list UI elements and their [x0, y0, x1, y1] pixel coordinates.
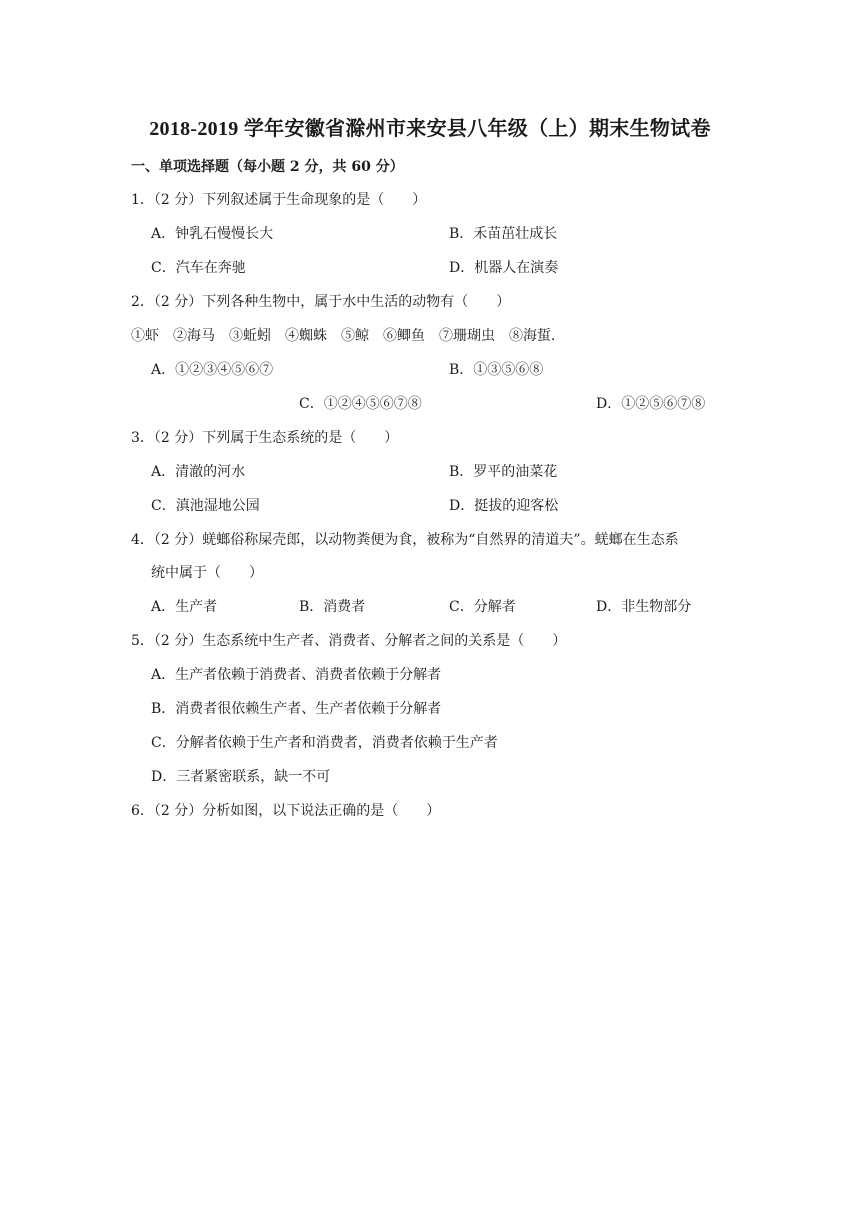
question-4-stem-line-1: 4．（2 分）蜣螂俗称屎壳郎，以动物粪便为食，被称为“自然界的清道夫”。蜣螂在生态系: [131, 532, 679, 548]
question-5-option-c: C．分解者依赖于生产者和消费者，消费者依赖于生产者: [151, 735, 498, 751]
question-6-stem: 6．（2 分）分析如图，以下说法正确的是（ ）: [131, 803, 441, 819]
question-3-option-a: A．清澈的河水: [151, 464, 246, 480]
question-4-option-b: B．消费者: [299, 599, 366, 615]
question-1-option-a: A．钟乳石慢慢长大: [151, 226, 274, 242]
question-2-option-a: A．①②③④⑤⑥⑦: [151, 362, 274, 378]
question-3-option-d: D．挺拔的迎客松: [449, 498, 559, 514]
question-5-option-b: B．消费者很依赖生产者、生产者依赖于分解者: [151, 701, 442, 717]
question-4-option-d: D．非生物部分: [596, 599, 692, 615]
question-4-option-c: C．分解者: [449, 599, 516, 615]
question-1-option-d: D．机器人在演奏: [449, 260, 559, 276]
question-2-stem: 2．（2 分）下列各种生物中，属于水中生活的动物有（ ）: [131, 294, 511, 310]
question-1-option-b: B．禾苗茁壮成长: [449, 226, 558, 242]
question-5-option-a: A．生产者依赖于消费者、消费者依赖于分解者: [151, 667, 442, 683]
question-2-option-c: C．①②④⑤⑥⑦⑧: [299, 396, 422, 412]
question-4-option-a: A．生产者: [151, 599, 218, 615]
question-5-stem: 5．（2 分）生态系统中生产者、消费者、分解者之间的关系是（ ）: [131, 633, 567, 649]
question-3-option-c: C．滇池湿地公园: [151, 498, 260, 514]
question-1-option-c: C．汽车在奔驰: [151, 260, 246, 276]
question-3-option-b: B．罗平的油菜花: [449, 464, 558, 480]
question-4-stem-line-2: 统中属于（ ）: [151, 565, 263, 581]
question-2-option-d: D．①②⑤⑥⑦⑧: [596, 396, 706, 412]
question-2-option-b: B．①③⑤⑥⑧: [449, 362, 544, 378]
question-1-stem: 1．（2 分）下列叙述属于生命现象的是（ ）: [131, 192, 427, 208]
page-title: 2018-2019 学年安徽省滁州市来安县八年级（上）期末生物试卷: [149, 118, 711, 140]
question-2-items: ①虾 ②海马 ③蚯蚓 ④蜘蛛 ⑤鲸 ⑥鲫鱼 ⑦珊瑚虫 ⑧海蜇．: [131, 328, 565, 344]
section-heading: 一、单项选择题（每小题 2 分，共 60 分）: [131, 159, 404, 175]
question-5-option-d: D．三者紧密联系，缺一不可: [151, 769, 331, 785]
question-3-stem: 3．（2 分）下列属于生态系统的是（ ）: [131, 430, 399, 446]
